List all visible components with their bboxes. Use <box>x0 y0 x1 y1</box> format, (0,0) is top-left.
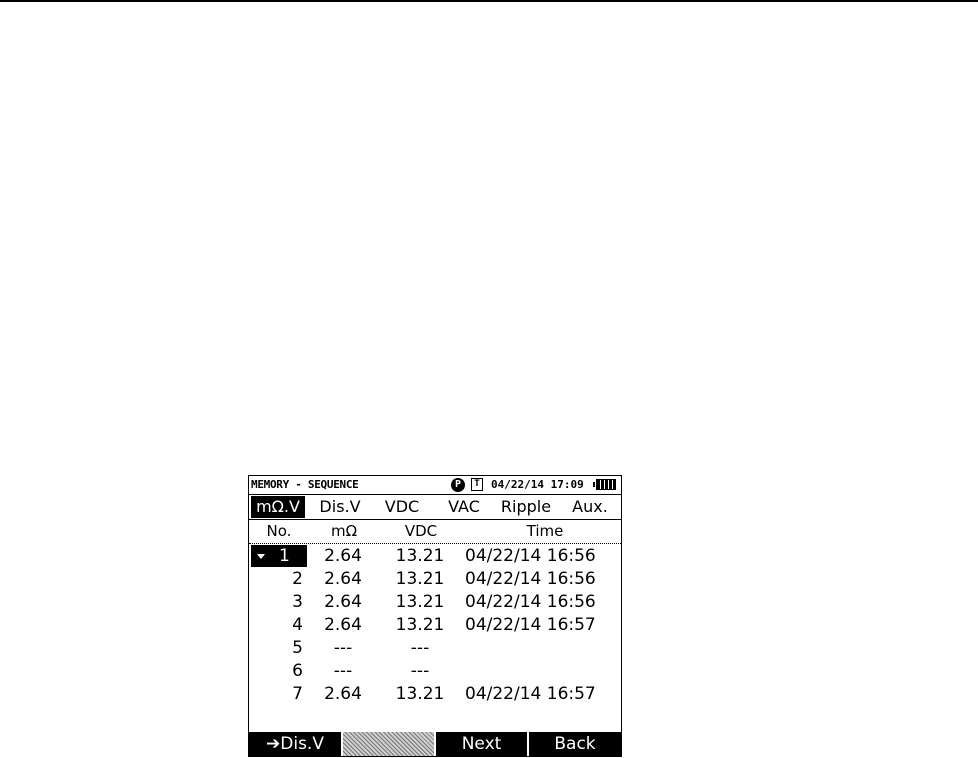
row-vdc: 13.21 <box>395 546 445 566</box>
column-header-vdc: VDC <box>404 522 438 540</box>
softkey-dis-v[interactable]: ➔Dis.V <box>249 732 341 756</box>
row-number: 5 <box>292 638 303 658</box>
header-divider <box>249 543 621 544</box>
row-mohm: 2.64 <box>324 615 362 635</box>
tab-mohm-v[interactable]: mΩ.V <box>251 496 305 518</box>
page-top-rule <box>0 0 978 2</box>
row-number: 7 <box>292 684 303 704</box>
row-number: 3 <box>292 592 303 612</box>
row-vdc: 13.21 <box>395 569 445 589</box>
row-vdc: 13.21 <box>395 615 445 635</box>
tab-vac[interactable]: VAC <box>448 497 480 516</box>
row-time: 04/22/14 16:56 <box>465 569 596 589</box>
softkey-next[interactable]: Next <box>436 732 527 756</box>
row-mohm: 2.64 <box>324 569 362 589</box>
table-row[interactable] <box>249 545 621 568</box>
softkey-back[interactable]: Back <box>529 732 621 756</box>
status-datetime: 04/22/14 17:09 <box>491 478 584 491</box>
tab-dis-v[interactable]: Dis.V <box>319 497 361 516</box>
t-icon: T <box>471 478 483 491</box>
screen-title: MEMORY - SEQUENCE <box>251 478 359 491</box>
row-time: 04/22/14 16:56 <box>465 592 596 612</box>
row-vdc: 13.21 <box>395 684 445 704</box>
row-vdc: --- <box>410 661 430 681</box>
battery-full-icon <box>596 479 616 490</box>
tab-ripple[interactable]: Ripple <box>500 497 552 516</box>
table-row[interactable] <box>249 591 621 614</box>
caret-down-icon <box>257 554 265 559</box>
row-time: 04/22/14 16:56 <box>465 546 596 566</box>
column-header-time: Time <box>526 522 564 540</box>
column-header-mohm: mΩ <box>330 522 358 540</box>
row-vdc: 13.21 <box>395 592 445 612</box>
row-selection-cursor <box>251 545 307 567</box>
tab-aux[interactable]: Aux. <box>572 497 608 516</box>
row-mohm: --- <box>333 638 353 658</box>
row-time: 04/22/14 16:57 <box>465 684 596 704</box>
tab-bar <box>249 495 621 520</box>
softkey-bar <box>249 732 621 756</box>
row-number: 4 <box>292 615 303 635</box>
table-row[interactable] <box>249 614 621 637</box>
table-row[interactable] <box>249 660 621 683</box>
table-row[interactable] <box>249 568 621 591</box>
p-icon: P <box>451 478 465 492</box>
table-row[interactable] <box>249 637 621 660</box>
device-screen <box>248 475 622 757</box>
row-mohm: 2.64 <box>324 684 362 704</box>
row-mohm: 2.64 <box>324 546 362 566</box>
status-bar <box>249 476 621 495</box>
row-time: 04/22/14 16:57 <box>465 615 596 635</box>
row-mohm: --- <box>333 661 353 681</box>
row-vdc: --- <box>410 638 430 658</box>
row-number: 2 <box>292 569 303 589</box>
row-number: 1 <box>279 546 290 566</box>
row-mohm: 2.64 <box>324 592 362 612</box>
column-header-no: No. <box>266 522 292 540</box>
table-row[interactable] <box>249 683 621 706</box>
tab-vdc[interactable]: VDC <box>384 497 420 516</box>
row-number: 6 <box>292 661 303 681</box>
softkey-blank[interactable] <box>343 732 434 756</box>
